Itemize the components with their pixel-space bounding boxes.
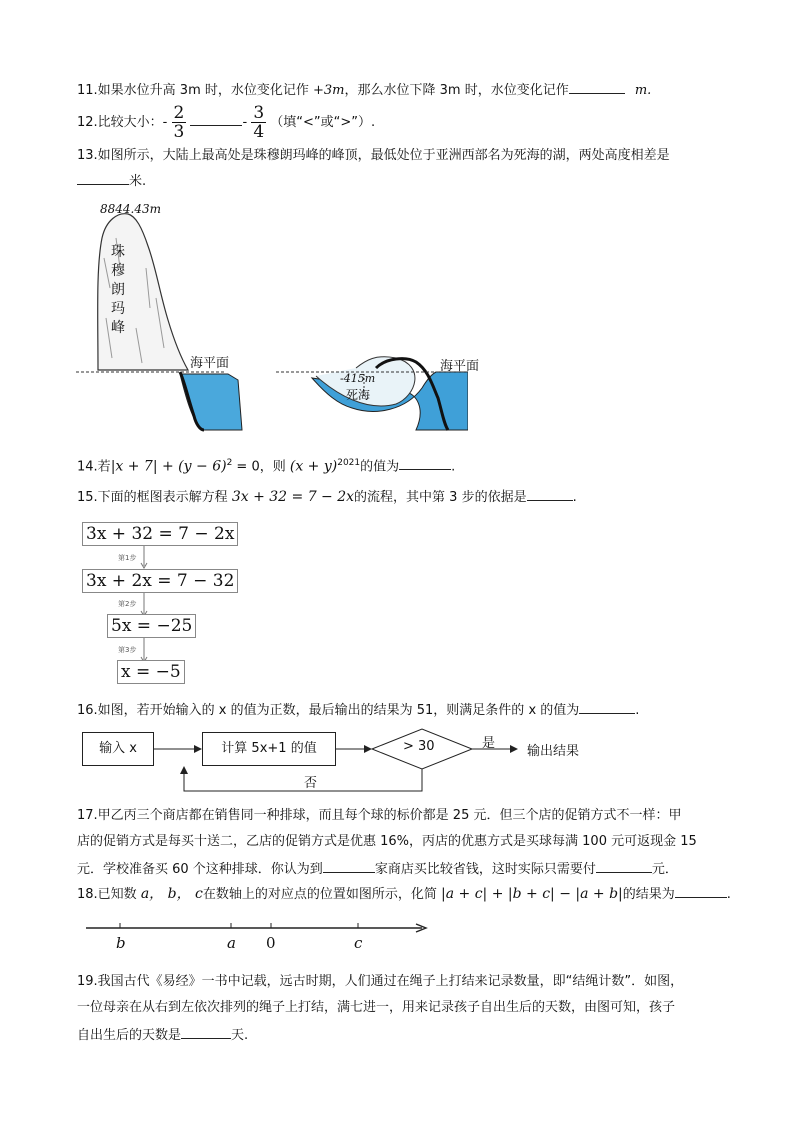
question-17-line2: 店的促销方式是每买十送二，乙店的促销方式是优惠 16%，丙店的优惠方式是买球每满 100 元可返现金 15: [77, 834, 697, 849]
q18-text-b: 在数轴上的对应点的位置如图所示，化简: [202, 887, 442, 902]
q15-step-label-2: 第2步: [118, 600, 137, 608]
q18-variables: a， b， c: [140, 886, 203, 902]
q15-step-label-3: 第3步: [118, 646, 137, 654]
axis-label-zero: 0: [266, 934, 276, 952]
dead-sea-depth-label: -415m: [340, 372, 376, 385]
q16-compute-box: 计算 5x+1 的值: [202, 732, 336, 766]
q15-end: .: [572, 490, 577, 505]
q19-line3-a: 自出生后的天数是: [77, 1028, 182, 1043]
q18-expression: |a + c| + |b + c| − |a + b|: [441, 886, 623, 902]
question-19-line1: 19.我国古代《易经》一书中记载，远古时期，人们通过在绳子上打结来记录数量，即“结绳计数”．如图，: [77, 974, 684, 989]
axis-label-c: c: [354, 934, 363, 952]
sea-level-label-left: 海平面: [190, 356, 230, 371]
q17-line3-b: 家商店买比较省钱，这时实际只需要付: [374, 862, 596, 877]
q12-fraction-1: $\frac{2}{3}$: [173, 103, 185, 142]
question-13-line2: [77, 170, 146, 192]
q14-prefix: 14.若: [77, 459, 111, 475]
q16-end: .: [635, 703, 640, 718]
q17-line3-c: 元．: [651, 862, 678, 877]
q16-answer-blank[interactable]: [579, 699, 635, 714]
question-17-line1: 17.甲乙丙三个商店都在销售同一种排球，而且每个球的标价都是 25 元．但三个店的促销方式不一样：甲: [77, 808, 682, 823]
q11-answer-blank[interactable]: [569, 79, 625, 94]
q11-unit: m.: [634, 83, 652, 98]
q13-answer-blank[interactable]: [77, 170, 129, 185]
q18-end: .: [726, 887, 731, 902]
q17-answer-blank-store[interactable]: [323, 858, 375, 873]
q14-equation: |x + 7| + (y − 6): [110, 458, 227, 475]
q15-step-box-2: 3x + 2x = 7 − 32: [82, 569, 238, 593]
q15-step-label-1: 第1步: [118, 554, 137, 562]
question-18: [77, 883, 731, 905]
q18-text: 18.已知数: [77, 887, 141, 902]
q19-answer-blank[interactable]: [181, 1024, 231, 1039]
question-17-line3: [77, 858, 678, 880]
question-13-line1: 13.如图所示，大陆上最高处是珠穆朗玛峰的峰顶，最低处位于亚洲西部名为死海的湖，两处高度相差是: [77, 148, 670, 163]
q11-expr: +3m: [313, 83, 345, 98]
sea-level-label-right: 海平面: [440, 359, 480, 374]
q12-suffix: （填“<”或“>”）.: [270, 115, 376, 130]
question-19-line3: [77, 1024, 248, 1046]
q15-equation: 3x + 32 = 7 − 2x: [231, 489, 355, 505]
question-16: [77, 699, 639, 721]
q17-answer-blank-cost[interactable]: [596, 858, 652, 873]
q16-condition-text: > 30: [403, 739, 435, 754]
q16-input-box: 输入 x: [82, 732, 154, 766]
q18-number-line: [86, 918, 436, 940]
q12-prefix: 12.比较大小：-: [77, 115, 168, 130]
q12-fraction-2: $\frac{3}{4}$: [253, 103, 265, 142]
question-19-line2: 一位母亲在从右到左依次排列的绳子上打结，满七进一，用来记录孩子自出生后的天数，由图可知，孩子: [77, 1000, 676, 1015]
q19-line3-b: 天.: [231, 1028, 249, 1043]
q14-expression: (x + y): [289, 458, 338, 475]
q16-text: 16.如图，若开始输入的 x 的值为正数，最后输出的结果为 51，则满足条件的 x 的值为: [77, 703, 580, 718]
q18-suffix: 的结果为: [622, 887, 675, 902]
q14-end: .: [451, 459, 456, 475]
q15-text-b: 的流程，其中第 3 步的依据是: [354, 490, 527, 505]
q15-text: 15.下面的框图表示解方程: [77, 490, 232, 505]
q18-answer-blank[interactable]: [675, 883, 727, 898]
q14-power: 2021: [337, 458, 361, 468]
axis-label-a: a: [227, 934, 236, 952]
q14-square: 2: [226, 458, 233, 468]
mountain-height-label: 8844.43m: [100, 202, 162, 216]
q15-step-box-1: 3x + 32 = 7 − 2x: [82, 522, 238, 546]
question-12: [77, 104, 375, 144]
q13-unit: 米.: [129, 174, 147, 189]
q15-step-box-4: x = −5: [117, 660, 185, 684]
q13-figure: [76, 198, 468, 434]
q17-line3-a: 元．学校准备买 60 个这种排球．你认为到: [77, 862, 323, 877]
q12-answer-blank[interactable]: [190, 111, 242, 126]
dead-sea-label: 死海: [346, 388, 371, 402]
q11-text-a: 11.如果水位升高 3m 时，水位变化记作: [77, 83, 314, 98]
q15-answer-blank[interactable]: [527, 486, 573, 501]
q14-suffix: 的值为: [360, 459, 400, 475]
q14-answer-blank[interactable]: [399, 455, 451, 470]
q12-minus: -: [242, 115, 248, 130]
q16-output-label: 输出结果: [527, 744, 580, 759]
q16-yes-label: 是: [482, 736, 496, 751]
q16-no-label: 否: [304, 776, 318, 791]
q15-step-box-3: 5x = −25: [107, 614, 196, 638]
q16-flowchart-lines: [76, 724, 596, 796]
axis-label-b: b: [116, 934, 126, 952]
mountain-name-vertical: 珠 穆 朗 玛 峰: [111, 244, 125, 336]
q14-eq-tail: = 0，则: [232, 459, 290, 475]
question-14: [77, 453, 455, 477]
question-11: [77, 79, 651, 101]
q11-text-b: ，那么水位下降 3m 时，水位变化记作: [344, 83, 569, 98]
question-15: [77, 486, 577, 508]
